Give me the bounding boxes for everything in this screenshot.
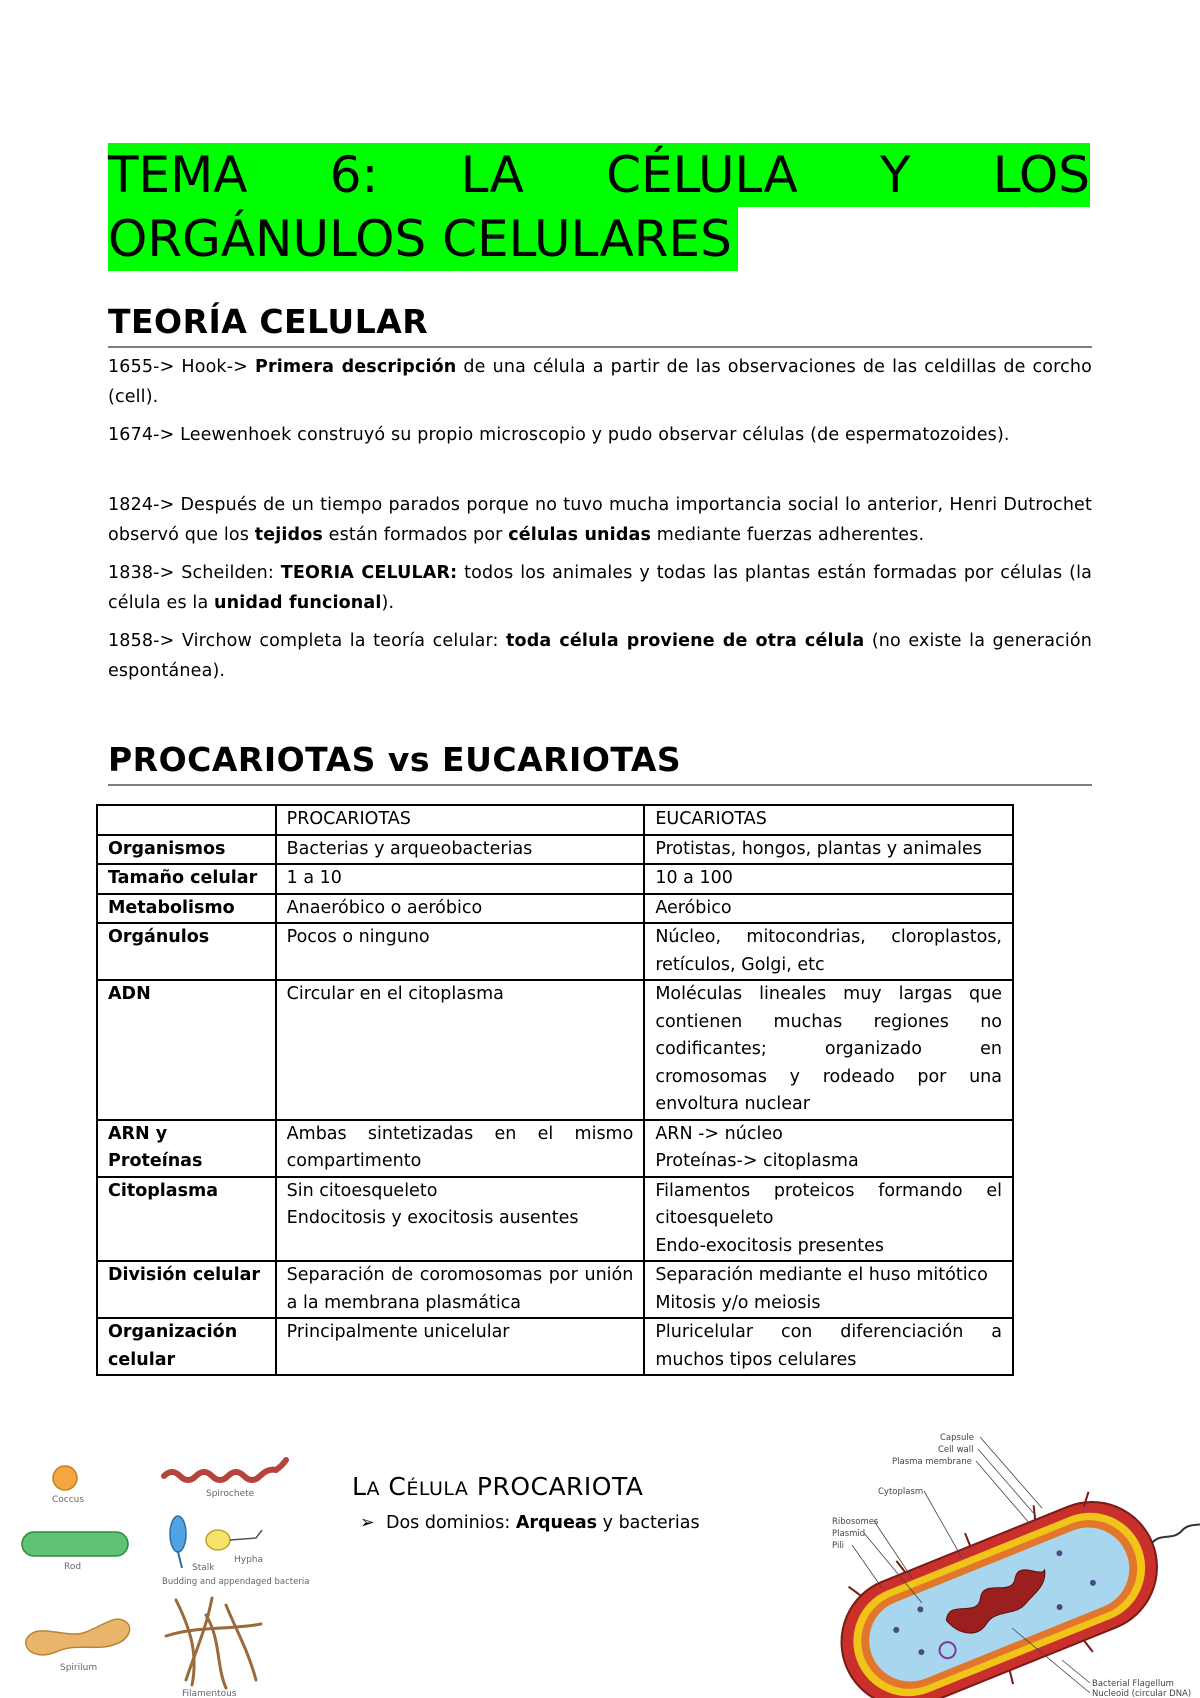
cell-line: Aeróbico (655, 897, 732, 918)
title-word: LOS (992, 146, 1090, 204)
rod-shape (22, 1532, 128, 1556)
plasma-membrane-label: Plasma membrane (892, 1457, 972, 1467)
nucleoid-label: Nucleoid (circular DNA) (1092, 1689, 1192, 1698)
teoria-paragraph (108, 626, 1092, 686)
procariota-heading-1: L (352, 1472, 367, 1501)
title-word: TEMA (108, 146, 248, 204)
filamentous-shape (166, 1598, 261, 1688)
hypha-shape (206, 1530, 230, 1550)
table-row (97, 923, 1013, 980)
flagellum-shape (1152, 1517, 1200, 1544)
cell-line: Endo-exocitosis presentes (655, 1235, 885, 1256)
title-line-1 (108, 143, 1090, 207)
table-body (97, 835, 1013, 1376)
eucariotas-cell (644, 1261, 1013, 1318)
cell-line: Separación mediante el huso mitótico (655, 1265, 988, 1285)
eucariotas-cell (644, 980, 1013, 1120)
cell-line: Separación de coromosomas por unión a la membrana plasmática (286, 1265, 634, 1313)
cell-line: Sin citoesqueleto (286, 1180, 438, 1201)
text-run: 1824-> Después de un tiempo parados porque no tuvo mucha importancia social lo anterior, Henri Dutrochet observó que los (108, 495, 1092, 545)
bold-text: unidad funcional (214, 593, 382, 613)
text-run: 1858-> Virchow completa la teoría celular: (108, 631, 507, 651)
bacteria-morphology-illustration (16, 1440, 336, 1698)
row-label: División celular (97, 1261, 276, 1318)
procariota-bullet (360, 1510, 700, 1536)
cell-wall-label: Cell wall (938, 1445, 974, 1455)
eucariotas-cell (644, 835, 1013, 865)
procariota-heading-4: ÉLULA (406, 1478, 469, 1500)
spirochete-shape (164, 1460, 286, 1480)
procariotas-cell (276, 923, 645, 980)
text-run: de una célula a partir de las observaciones de las celdillas de corcho (cell). (108, 357, 1092, 407)
table-header-cell (97, 805, 276, 835)
table-row (97, 1177, 1013, 1262)
title-word: Y (880, 146, 911, 204)
cell-line: Pluricelular con diferenciación a muchos tipos celulares (655, 1322, 1002, 1370)
capsule-label: Capsule (940, 1433, 974, 1443)
table-header-cell: PROCARIOTAS (276, 805, 645, 835)
text-run: 1838-> Scheilden: (108, 563, 281, 583)
cytoplasm-label: Cytoplasm (878, 1487, 924, 1497)
cell-line: ARN -> núcleo (655, 1123, 783, 1144)
table-row (97, 1261, 1013, 1318)
cell-line: Filamentos proteicos formando el citoesqueleto (655, 1180, 1002, 1228)
table-row (97, 894, 1013, 924)
teoria-paragraph (108, 420, 1092, 450)
main-title (108, 143, 1090, 271)
cell-line: Circular en el citoplasma (286, 984, 504, 1004)
budding-label: Budding and appendaged bacteria (162, 1577, 310, 1587)
bullet-bold: Arqueas (515, 1513, 598, 1533)
table-row (97, 980, 1013, 1120)
procariotas-cell (276, 835, 645, 865)
cell-line: Mitosis y/o meiosis (655, 1292, 821, 1313)
eucariotas-cell (644, 923, 1013, 980)
row-label: Citoplasma (97, 1177, 276, 1262)
cell-line: 10 a 100 (655, 868, 733, 888)
teoria-paragraph (108, 352, 1092, 412)
cell-line: Pocos o ninguno (286, 927, 430, 947)
teoria-paragraph (108, 490, 1092, 550)
ribosomes-label: Ribosomes (832, 1517, 879, 1527)
text-run: mediante fuerzas adherentes. (651, 525, 925, 545)
bold-text: TEORIA CELULAR: (280, 563, 458, 583)
table-header-row (97, 805, 1013, 835)
hypha-label: Hypha (234, 1555, 264, 1565)
bold-text: Primera descripción (255, 357, 457, 377)
procariotas-cell (276, 894, 645, 924)
stalk-label: Stalk (192, 1563, 215, 1573)
procariotas-cell (276, 1318, 645, 1375)
bullet-prefix: Dos dominios: (386, 1513, 516, 1533)
procariota-heading (352, 1472, 643, 1501)
text-run: están formados por (322, 525, 509, 545)
section-heading-teoria: TEORÍA CELULAR (108, 302, 1092, 348)
text-run: 1674-> Leewenhoek construyó su propio microscopio y pudo observar células (de espermatozoides). (108, 425, 1010, 445)
comparison-table (96, 804, 1014, 1376)
cell-line: Núcleo, mitocondrias, cloroplastos, retículos, Golgi, etc (655, 927, 1002, 975)
spirilum-label: Spirilum (60, 1663, 98, 1673)
flagellum-label: Bacterial Flagellum (1092, 1679, 1174, 1689)
cell-line: 1 a 10 (286, 868, 342, 888)
row-label: Metabolismo (97, 894, 276, 924)
procariota-heading-3: C (379, 1472, 407, 1501)
title-word: LA (460, 146, 524, 204)
arrow-bullet-icon: ➢ (360, 1513, 375, 1533)
table-row (97, 864, 1013, 894)
text-run: todos los animales y todas las plantas están formadas por células (la célula es la (108, 563, 1092, 613)
cell-line: Principalmente unicelular (286, 1322, 510, 1342)
procariota-heading-2: A (366, 1478, 380, 1500)
coccus-shape (53, 1466, 77, 1490)
eucariotas-cell (644, 1318, 1013, 1375)
table-header-cell: EUCARIOTAS (644, 805, 1013, 835)
procariota-heading-5: PROCARIOTA (468, 1472, 644, 1501)
stalk-shape (170, 1516, 186, 1552)
rod-label: Rod (64, 1562, 82, 1572)
row-label: Organización celular (97, 1318, 276, 1375)
table-row (97, 1318, 1013, 1375)
procariotas-cell (276, 980, 645, 1120)
text-run: (no existe la generación espontánea). (108, 631, 1092, 681)
eucariotas-cell (644, 864, 1013, 894)
text-run: ). (381, 593, 395, 613)
eucariotas-cell (644, 894, 1013, 924)
spirilum-shape (26, 1619, 130, 1655)
section-heading-comparacion: PROCARIOTAS vs EUCARIOTAS (108, 740, 1092, 786)
bold-text: células unidas (508, 525, 652, 545)
procariotas-cell (276, 1120, 645, 1177)
procariotas-cell (276, 864, 645, 894)
row-label: ADN (97, 980, 276, 1120)
cell-line: Endocitosis y exocitosis ausentes (286, 1208, 579, 1228)
table-row (97, 835, 1013, 865)
spirochete-label: Spirochete (206, 1489, 255, 1499)
bullet-suffix: y bacterias (597, 1513, 700, 1533)
filamentous-label: Filamentous (182, 1689, 237, 1698)
title-word: CÉLULA (606, 146, 798, 204)
row-label: ARN y Proteínas (97, 1120, 276, 1177)
pili-label: Pili (832, 1541, 845, 1551)
cell-line: Proteínas-> citoplasma (655, 1151, 859, 1171)
plasmid-label: Plasmid (832, 1529, 866, 1539)
cell-line: Bacterias y arqueobacterias (286, 838, 533, 859)
row-label: Orgánulos (97, 923, 276, 980)
eucariotas-cell (644, 1120, 1013, 1177)
coccus-label: Coccus (52, 1495, 85, 1505)
title-word: 6: (329, 146, 379, 204)
bold-text: toda célula proviene de otra célula (506, 631, 865, 651)
cell-line: Ambas sintetizadas en el mismo compartimento (286, 1123, 634, 1171)
procariotas-cell (276, 1261, 645, 1318)
bold-text: tejidos (254, 525, 323, 545)
procariotas-cell (276, 1177, 645, 1262)
cell-line: Moléculas lineales muy largas que contienen muchas regiones no codificantes; organizado en cromosomas y rodeado por una envoltura nuclear (655, 984, 1002, 1114)
table-row (97, 1120, 1013, 1177)
row-label: Organismos (97, 835, 276, 865)
teoria-paragraph (108, 558, 1092, 618)
text-run: 1655-> Hook-> (108, 357, 255, 377)
cell-line: Anaeróbico o aeróbico (286, 897, 483, 918)
prokaryotic-cell-diagram (812, 1428, 1200, 1698)
title-line-2: ORGÁNULOS CELULARES (108, 207, 738, 271)
eucariotas-cell (644, 1177, 1013, 1262)
row-label: Tamaño celular (97, 864, 276, 894)
cell-line: Protistas, hongos, plantas y animales (655, 838, 982, 859)
